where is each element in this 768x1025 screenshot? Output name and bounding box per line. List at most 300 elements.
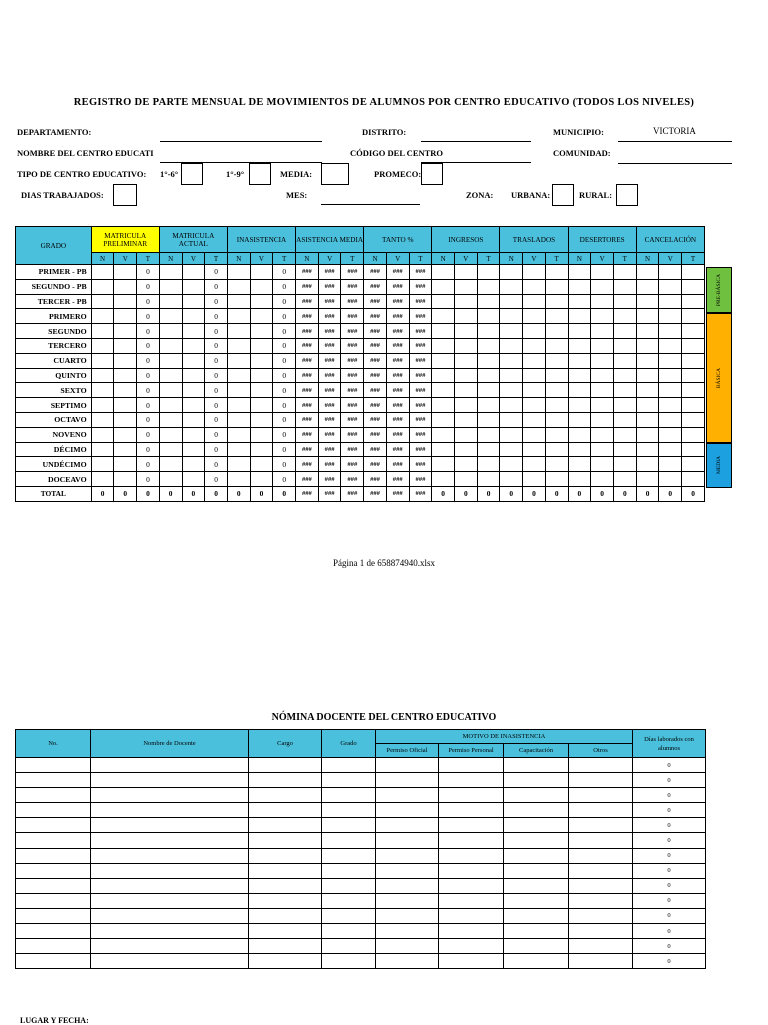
- input-cell[interactable]: [545, 324, 568, 339]
- input-cell[interactable]: [91, 398, 114, 413]
- staff-cell[interactable]: [16, 803, 91, 818]
- computed-cell[interactable]: ###: [318, 383, 341, 398]
- computed-cell[interactable]: ###: [296, 265, 319, 280]
- staff-cell[interactable]: [322, 818, 376, 833]
- input-cell[interactable]: [227, 338, 250, 353]
- input-cell[interactable]: [432, 324, 455, 339]
- computed-cell[interactable]: ###: [386, 353, 409, 368]
- input-cell[interactable]: [568, 472, 591, 487]
- input-cell[interactable]: [182, 472, 205, 487]
- input-cell[interactable]: [523, 265, 546, 280]
- input-cell[interactable]: [91, 279, 114, 294]
- total-cell[interactable]: 0: [137, 309, 160, 324]
- input-cell[interactable]: [159, 472, 182, 487]
- staff-cell[interactable]: [91, 833, 249, 848]
- input-cell[interactable]: [659, 338, 682, 353]
- input-cell[interactable]: [250, 383, 273, 398]
- staff-cell[interactable]: [249, 758, 322, 773]
- input-cell[interactable]: [159, 309, 182, 324]
- staff-cell[interactable]: [439, 954, 504, 969]
- staff-cell[interactable]: [249, 818, 322, 833]
- staff-cell[interactable]: [91, 939, 249, 954]
- total-cell[interactable]: 0: [273, 338, 296, 353]
- input-cell[interactable]: [477, 442, 500, 457]
- total-cell[interactable]: 0: [137, 279, 160, 294]
- staff-cell[interactable]: [322, 939, 376, 954]
- input-cell[interactable]: [591, 309, 614, 324]
- staff-cell[interactable]: [504, 939, 569, 954]
- input-cell[interactable]: [636, 442, 659, 457]
- computed-cell[interactable]: ###: [409, 265, 432, 280]
- input-cell[interactable]: [636, 353, 659, 368]
- input-cell[interactable]: [250, 338, 273, 353]
- input-cell[interactable]: [682, 472, 705, 487]
- input-cell[interactable]: [613, 279, 636, 294]
- input-cell[interactable]: [659, 472, 682, 487]
- input-cell[interactable]: [250, 265, 273, 280]
- staff-cell[interactable]: [249, 939, 322, 954]
- staff-cell[interactable]: [504, 788, 569, 803]
- total-cell[interactable]: 0: [205, 472, 228, 487]
- dias-laborados-cell[interactable]: 0: [633, 878, 706, 893]
- input-cell[interactable]: [250, 442, 273, 457]
- input-cell[interactable]: [568, 338, 591, 353]
- input-cell[interactable]: [613, 427, 636, 442]
- input-cell[interactable]: [182, 309, 205, 324]
- input-cell[interactable]: [682, 412, 705, 427]
- input-cell[interactable]: [500, 368, 523, 383]
- staff-cell[interactable]: [322, 773, 376, 788]
- input-cell[interactable]: [682, 324, 705, 339]
- input-cell[interactable]: [523, 353, 546, 368]
- dias-laborados-cell[interactable]: 0: [633, 863, 706, 878]
- input-cell[interactable]: [432, 294, 455, 309]
- input-cell[interactable]: [523, 383, 546, 398]
- input-cell[interactable]: [182, 427, 205, 442]
- computed-cell[interactable]: ###: [409, 472, 432, 487]
- total-cell[interactable]: 0: [205, 412, 228, 427]
- input-cell[interactable]: [636, 427, 659, 442]
- input-cell[interactable]: [477, 457, 500, 472]
- input-cell[interactable]: [114, 398, 137, 413]
- computed-cell[interactable]: ###: [364, 427, 387, 442]
- input-cell[interactable]: [114, 309, 137, 324]
- computed-cell[interactable]: ###: [341, 383, 364, 398]
- staff-cell[interactable]: [504, 863, 569, 878]
- input-cell[interactable]: [682, 383, 705, 398]
- input-cell[interactable]: [591, 442, 614, 457]
- rural-checkbox[interactable]: [616, 184, 638, 206]
- total-cell[interactable]: 0: [137, 412, 160, 427]
- input-cell[interactable]: [682, 398, 705, 413]
- computed-cell[interactable]: ###: [318, 398, 341, 413]
- computed-cell[interactable]: ###: [296, 472, 319, 487]
- computed-cell[interactable]: ###: [341, 472, 364, 487]
- input-cell[interactable]: [227, 279, 250, 294]
- staff-cell[interactable]: [569, 833, 633, 848]
- input-cell[interactable]: [591, 368, 614, 383]
- input-cell[interactable]: [432, 309, 455, 324]
- input-cell[interactable]: [500, 398, 523, 413]
- input-cell[interactable]: [432, 427, 455, 442]
- total-cell[interactable]: 0: [137, 383, 160, 398]
- input-cell[interactable]: [91, 368, 114, 383]
- staff-cell[interactable]: [322, 954, 376, 969]
- input-cell[interactable]: [568, 265, 591, 280]
- total-cell[interactable]: 0: [205, 294, 228, 309]
- computed-cell[interactable]: ###: [364, 279, 387, 294]
- staff-cell[interactable]: [91, 788, 249, 803]
- input-cell[interactable]: [454, 265, 477, 280]
- staff-cell[interactable]: [16, 833, 91, 848]
- staff-cell[interactable]: [376, 878, 439, 893]
- input-cell[interactable]: [682, 294, 705, 309]
- input-cell[interactable]: [159, 427, 182, 442]
- staff-cell[interactable]: [569, 848, 633, 863]
- input-cell[interactable]: [500, 309, 523, 324]
- input-cell[interactable]: [659, 353, 682, 368]
- staff-cell[interactable]: [249, 803, 322, 818]
- input-cell[interactable]: [523, 457, 546, 472]
- input-cell[interactable]: [227, 383, 250, 398]
- input-cell[interactable]: [454, 383, 477, 398]
- computed-cell[interactable]: ###: [364, 324, 387, 339]
- computed-cell[interactable]: ###: [318, 294, 341, 309]
- computed-cell[interactable]: ###: [296, 368, 319, 383]
- staff-cell[interactable]: [504, 818, 569, 833]
- computed-cell[interactable]: ###: [409, 338, 432, 353]
- input-cell[interactable]: [523, 324, 546, 339]
- computed-cell[interactable]: ###: [318, 353, 341, 368]
- input-cell[interactable]: [500, 412, 523, 427]
- input-cell[interactable]: [227, 324, 250, 339]
- urbana-checkbox[interactable]: [552, 184, 574, 206]
- distrito-field[interactable]: [421, 141, 531, 142]
- total-cell[interactable]: 0: [205, 368, 228, 383]
- staff-cell[interactable]: [322, 788, 376, 803]
- input-cell[interactable]: [568, 442, 591, 457]
- input-cell[interactable]: [591, 383, 614, 398]
- input-cell[interactable]: [114, 427, 137, 442]
- input-cell[interactable]: [227, 265, 250, 280]
- computed-cell[interactable]: ###: [386, 279, 409, 294]
- computed-cell[interactable]: ###: [318, 279, 341, 294]
- staff-cell[interactable]: [322, 803, 376, 818]
- comunidad-field[interactable]: [618, 163, 732, 164]
- total-cell[interactable]: 0: [205, 457, 228, 472]
- staff-cell[interactable]: [91, 863, 249, 878]
- input-cell[interactable]: [227, 353, 250, 368]
- input-cell[interactable]: [682, 442, 705, 457]
- input-cell[interactable]: [91, 457, 114, 472]
- staff-cell[interactable]: [322, 924, 376, 939]
- input-cell[interactable]: [636, 279, 659, 294]
- input-cell[interactable]: [613, 383, 636, 398]
- total-cell[interactable]: 0: [137, 338, 160, 353]
- total-cell[interactable]: 0: [273, 309, 296, 324]
- input-cell[interactable]: [545, 338, 568, 353]
- staff-cell[interactable]: [16, 939, 91, 954]
- input-cell[interactable]: [545, 368, 568, 383]
- computed-cell[interactable]: ###: [386, 338, 409, 353]
- input-cell[interactable]: [659, 294, 682, 309]
- computed-cell[interactable]: ###: [386, 442, 409, 457]
- staff-cell[interactable]: [91, 818, 249, 833]
- computed-cell[interactable]: ###: [341, 368, 364, 383]
- input-cell[interactable]: [227, 309, 250, 324]
- staff-cell[interactable]: [322, 863, 376, 878]
- staff-cell[interactable]: [376, 788, 439, 803]
- staff-cell[interactable]: [376, 863, 439, 878]
- input-cell[interactable]: [477, 472, 500, 487]
- input-cell[interactable]: [114, 472, 137, 487]
- total-cell[interactable]: 0: [273, 265, 296, 280]
- computed-cell[interactable]: ###: [364, 294, 387, 309]
- input-cell[interactable]: [91, 353, 114, 368]
- computed-cell[interactable]: ###: [341, 265, 364, 280]
- input-cell[interactable]: [636, 472, 659, 487]
- computed-cell[interactable]: ###: [318, 324, 341, 339]
- input-cell[interactable]: [682, 279, 705, 294]
- input-cell[interactable]: [636, 294, 659, 309]
- total-cell[interactable]: 0: [137, 427, 160, 442]
- input-cell[interactable]: [636, 457, 659, 472]
- computed-cell[interactable]: ###: [409, 368, 432, 383]
- total-cell[interactable]: 0: [205, 398, 228, 413]
- input-cell[interactable]: [159, 383, 182, 398]
- computed-cell[interactable]: ###: [409, 442, 432, 457]
- computed-cell[interactable]: ###: [386, 324, 409, 339]
- input-cell[interactable]: [114, 265, 137, 280]
- input-cell[interactable]: [591, 324, 614, 339]
- input-cell[interactable]: [636, 309, 659, 324]
- input-cell[interactable]: [182, 398, 205, 413]
- input-cell[interactable]: [613, 309, 636, 324]
- staff-cell[interactable]: [376, 803, 439, 818]
- input-cell[interactable]: [250, 472, 273, 487]
- computed-cell[interactable]: ###: [409, 309, 432, 324]
- input-cell[interactable]: [454, 398, 477, 413]
- staff-cell[interactable]: [376, 773, 439, 788]
- computed-cell[interactable]: ###: [296, 398, 319, 413]
- staff-cell[interactable]: [16, 863, 91, 878]
- computed-cell[interactable]: ###: [386, 457, 409, 472]
- staff-cell[interactable]: [439, 833, 504, 848]
- dias-laborados-cell[interactable]: 0: [633, 773, 706, 788]
- staff-cell[interactable]: [91, 924, 249, 939]
- input-cell[interactable]: [568, 427, 591, 442]
- computed-cell[interactable]: ###: [341, 279, 364, 294]
- opt-promeco-checkbox[interactable]: [421, 163, 443, 185]
- input-cell[interactable]: [682, 338, 705, 353]
- input-cell[interactable]: [159, 412, 182, 427]
- total-cell[interactable]: 0: [273, 324, 296, 339]
- input-cell[interactable]: [114, 338, 137, 353]
- dias-laborados-cell[interactable]: 0: [633, 908, 706, 923]
- computed-cell[interactable]: ###: [364, 457, 387, 472]
- opt-1-9-checkbox[interactable]: [249, 163, 271, 185]
- input-cell[interactable]: [613, 457, 636, 472]
- input-cell[interactable]: [477, 427, 500, 442]
- input-cell[interactable]: [114, 324, 137, 339]
- staff-cell[interactable]: [439, 863, 504, 878]
- computed-cell[interactable]: ###: [409, 427, 432, 442]
- input-cell[interactable]: [682, 457, 705, 472]
- computed-cell[interactable]: ###: [296, 353, 319, 368]
- computed-cell[interactable]: ###: [409, 353, 432, 368]
- input-cell[interactable]: [636, 265, 659, 280]
- computed-cell[interactable]: ###: [296, 427, 319, 442]
- staff-cell[interactable]: [376, 818, 439, 833]
- input-cell[interactable]: [182, 442, 205, 457]
- input-cell[interactable]: [636, 338, 659, 353]
- staff-cell[interactable]: [91, 908, 249, 923]
- input-cell[interactable]: [250, 368, 273, 383]
- total-cell[interactable]: 0: [273, 472, 296, 487]
- computed-cell[interactable]: ###: [386, 383, 409, 398]
- staff-cell[interactable]: [504, 848, 569, 863]
- input-cell[interactable]: [659, 398, 682, 413]
- input-cell[interactable]: [568, 412, 591, 427]
- total-cell[interactable]: 0: [205, 309, 228, 324]
- input-cell[interactable]: [182, 353, 205, 368]
- staff-cell[interactable]: [322, 893, 376, 908]
- input-cell[interactable]: [659, 368, 682, 383]
- staff-cell[interactable]: [569, 758, 633, 773]
- staff-cell[interactable]: [322, 833, 376, 848]
- input-cell[interactable]: [477, 338, 500, 353]
- staff-cell[interactable]: [91, 954, 249, 969]
- input-cell[interactable]: [591, 472, 614, 487]
- dias-laborados-cell[interactable]: 0: [633, 848, 706, 863]
- dias-laborados-cell[interactable]: 0: [633, 788, 706, 803]
- computed-cell[interactable]: ###: [364, 383, 387, 398]
- mes-field[interactable]: [321, 204, 420, 205]
- input-cell[interactable]: [91, 383, 114, 398]
- input-cell[interactable]: [636, 412, 659, 427]
- municipio-field[interactable]: [618, 141, 732, 142]
- input-cell[interactable]: [523, 279, 546, 294]
- staff-cell[interactable]: [504, 833, 569, 848]
- input-cell[interactable]: [659, 442, 682, 457]
- input-cell[interactable]: [523, 412, 546, 427]
- total-cell[interactable]: 0: [137, 442, 160, 457]
- input-cell[interactable]: [613, 265, 636, 280]
- input-cell[interactable]: [568, 294, 591, 309]
- total-cell[interactable]: 0: [205, 338, 228, 353]
- input-cell[interactable]: [613, 472, 636, 487]
- computed-cell[interactable]: ###: [296, 457, 319, 472]
- staff-cell[interactable]: [439, 803, 504, 818]
- input-cell[interactable]: [182, 279, 205, 294]
- input-cell[interactable]: [500, 324, 523, 339]
- input-cell[interactable]: [91, 427, 114, 442]
- input-cell[interactable]: [613, 338, 636, 353]
- input-cell[interactable]: [682, 309, 705, 324]
- input-cell[interactable]: [432, 472, 455, 487]
- staff-cell[interactable]: [569, 878, 633, 893]
- total-cell[interactable]: 0: [137, 353, 160, 368]
- input-cell[interactable]: [659, 383, 682, 398]
- computed-cell[interactable]: ###: [318, 368, 341, 383]
- input-cell[interactable]: [659, 457, 682, 472]
- total-cell[interactable]: 0: [205, 279, 228, 294]
- staff-cell[interactable]: [504, 893, 569, 908]
- total-cell[interactable]: 0: [205, 324, 228, 339]
- dias-laborados-cell[interactable]: 0: [633, 893, 706, 908]
- opt-media-checkbox[interactable]: [321, 163, 349, 185]
- input-cell[interactable]: [613, 368, 636, 383]
- total-cell[interactable]: 0: [273, 427, 296, 442]
- computed-cell[interactable]: ###: [364, 265, 387, 280]
- input-cell[interactable]: [613, 294, 636, 309]
- computed-cell[interactable]: ###: [386, 368, 409, 383]
- computed-cell[interactable]: ###: [364, 412, 387, 427]
- input-cell[interactable]: [477, 398, 500, 413]
- total-cell[interactable]: 0: [205, 427, 228, 442]
- input-cell[interactable]: [500, 338, 523, 353]
- input-cell[interactable]: [250, 398, 273, 413]
- input-cell[interactable]: [250, 324, 273, 339]
- input-cell[interactable]: [91, 472, 114, 487]
- computed-cell[interactable]: ###: [364, 309, 387, 324]
- computed-cell[interactable]: ###: [296, 442, 319, 457]
- staff-cell[interactable]: [249, 878, 322, 893]
- staff-cell[interactable]: [569, 863, 633, 878]
- staff-cell[interactable]: [249, 773, 322, 788]
- dias-laborados-cell[interactable]: 0: [633, 924, 706, 939]
- total-cell[interactable]: 0: [273, 442, 296, 457]
- staff-cell[interactable]: [504, 803, 569, 818]
- total-cell[interactable]: 0: [273, 457, 296, 472]
- staff-cell[interactable]: [376, 833, 439, 848]
- total-cell[interactable]: 0: [137, 368, 160, 383]
- total-cell[interactable]: 0: [137, 472, 160, 487]
- input-cell[interactable]: [682, 427, 705, 442]
- input-cell[interactable]: [659, 265, 682, 280]
- staff-cell[interactable]: [249, 924, 322, 939]
- computed-cell[interactable]: ###: [364, 398, 387, 413]
- staff-cell[interactable]: [569, 818, 633, 833]
- input-cell[interactable]: [477, 383, 500, 398]
- total-cell[interactable]: 0: [205, 383, 228, 398]
- input-cell[interactable]: [454, 472, 477, 487]
- input-cell[interactable]: [91, 412, 114, 427]
- staff-cell[interactable]: [249, 908, 322, 923]
- input-cell[interactable]: [613, 324, 636, 339]
- input-cell[interactable]: [227, 294, 250, 309]
- input-cell[interactable]: [659, 279, 682, 294]
- input-cell[interactable]: [545, 265, 568, 280]
- input-cell[interactable]: [182, 294, 205, 309]
- input-cell[interactable]: [91, 338, 114, 353]
- input-cell[interactable]: [591, 294, 614, 309]
- computed-cell[interactable]: ###: [318, 472, 341, 487]
- input-cell[interactable]: [432, 368, 455, 383]
- staff-cell[interactable]: [322, 908, 376, 923]
- input-cell[interactable]: [523, 472, 546, 487]
- computed-cell[interactable]: ###: [386, 472, 409, 487]
- input-cell[interactable]: [682, 368, 705, 383]
- computed-cell[interactable]: ###: [409, 412, 432, 427]
- computed-cell[interactable]: ###: [341, 353, 364, 368]
- input-cell[interactable]: [432, 279, 455, 294]
- staff-cell[interactable]: [439, 878, 504, 893]
- input-cell[interactable]: [114, 457, 137, 472]
- total-cell[interactable]: 0: [273, 353, 296, 368]
- input-cell[interactable]: [613, 353, 636, 368]
- computed-cell[interactable]: ###: [318, 265, 341, 280]
